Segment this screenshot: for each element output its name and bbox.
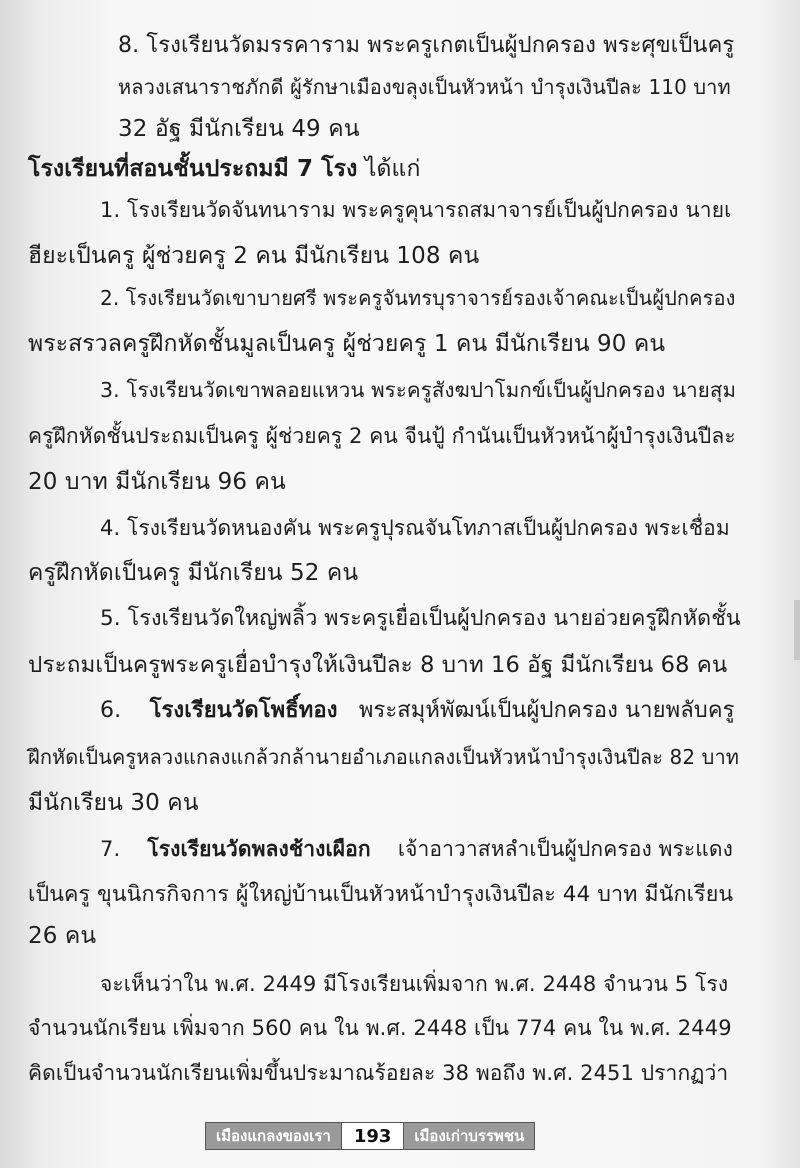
section-heading-line	[28, 153, 421, 185]
text-line: 2. โรงเรียนวัดเขาบายศรี พระครูจันทรบุราจารย์รองเจ้าคณะเป็นผู้ปกครอง	[100, 286, 736, 310]
text-line: 3. โรงเรียนวัดเขาพลอยแหวน พระครูสังฆปาโมกข์เป็นผู้ปกครอง นายสุม	[100, 378, 737, 402]
text-line: ประถมเป็นครูพระครูเยื่อบำรุงให้เงินปีละ 8 บาท 16 อัฐ มีนักเรียน 68 คน	[28, 652, 728, 678]
text-line: ครูฝึกหัดเป็นครู มีนักเรียน 52 คน	[28, 560, 359, 586]
section-heading-rest: ได้แก่	[357, 156, 421, 182]
entry-number: 7.	[100, 837, 121, 861]
text-line: 5. โรงเรียนวัดใหญ่พลิ้ว พระครูเยื่อเป็นผู้ปกครอง นายอ่วยครูฝึกหัดชั้น	[100, 606, 741, 631]
text-line: ครูฝึกหัดชั้นประถมเป็นครู ผู้ช่วยครู 2 คน จีนปู้ กำนันเป็นหัวหน้าผู้บำรุงเงินปีละ	[28, 424, 736, 448]
text-line: 4. โรงเรียนวัดหนองคัน พระครูปุรณจันโทภาสเป็นผู้ปกครอง พระเชื่อม	[100, 516, 730, 540]
text-line: หลวงเสนาราชภักดี ผู้รักษาเมืองขลุงเป็นหัวหน้า บำรุงเงินปีละ 110 บาท	[118, 75, 731, 99]
page-footer	[205, 1122, 535, 1150]
entry-text: เจ้าอาวาสหลำเป็นผู้ปกครอง พระแดง	[397, 837, 734, 861]
school-name: โรงเรียนวัดโพธิ์ทอง	[149, 698, 338, 723]
text-line: 26 คน	[28, 923, 97, 949]
footer-book-title: เมืองแกลงของเรา	[205, 1122, 342, 1150]
text-line: เป็นครู ขุนนิกรกิจการ ผู้ใหญ่บ้านเป็นหัวหน้าบำรุงเงินปีละ 44 บาท มีนักเรียน	[28, 882, 734, 907]
text-line: พระสรวลครูฝึกหัดชั้นมูลเป็นครู ผู้ช่วยครู 1 คน มีนักเรียน 90 คน	[28, 331, 666, 357]
page-number: 193	[342, 1122, 404, 1150]
entry-number: 6.	[100, 698, 122, 723]
text-line: 32 อัฐ มีนักเรียน 49 คน	[118, 116, 360, 142]
section-heading: โรงเรียนที่สอนชั้นประถมมี 7 โรง	[28, 156, 358, 182]
text-line: ฝึกหัดเป็นครูหลวงแกลงแกล้วกล้านายอำเภอแกลงเป็นหัวหน้าบำรุงเงินปีละ 82 บาท	[28, 745, 740, 769]
page-edge-shadow	[794, 600, 800, 660]
text-line: คิดเป็นจำนวนนักเรียนเพิ่มขึ้นประมาณร้อยละ 38 พอถึง พ.ศ. 2451 ปรากฏว่า	[28, 1061, 729, 1085]
text-line: มีนักเรียน 30 คน	[28, 790, 199, 816]
text-line: ฮียะเป็นครู ผู้ช่วยครู 2 คน มีนักเรียน 108 คน	[28, 243, 480, 269]
school-name: โรงเรียนวัดพลงช้างเผือก	[147, 837, 371, 861]
school-entry-line	[100, 695, 735, 727]
footer-section-title: เมืองเก่าบรรพชน	[403, 1122, 535, 1150]
text-line: จะเห็นว่าใน พ.ศ. 2449 มีโรงเรียนเพิ่มจาก พ.ศ. 2448 จำนวน 5 โรง	[100, 972, 729, 996]
entry-text: พระสมุห์พัฒน์เป็นผู้ปกครอง นายพลับครู	[358, 698, 735, 723]
school-entry-line	[100, 833, 733, 865]
text-line: 1. โรงเรียนวัดจันทนาราม พระครูคุนารถสมาจารย์เป็นผู้ปกครอง นายเ	[100, 198, 732, 222]
text-line: 20 บาท มีนักเรียน 96 คน	[28, 469, 286, 495]
text-line: 8. โรงเรียนวัดมรรคาราม พระครูเกตเป็นผู้ปกครอง พระศุขเป็นครู	[118, 33, 735, 58]
text-line: จำนวนนักเรียน เพิ่มจาก 560 คน ใน พ.ศ. 2448 เป็น 774 คน ใน พ.ศ. 2449	[28, 1016, 732, 1040]
